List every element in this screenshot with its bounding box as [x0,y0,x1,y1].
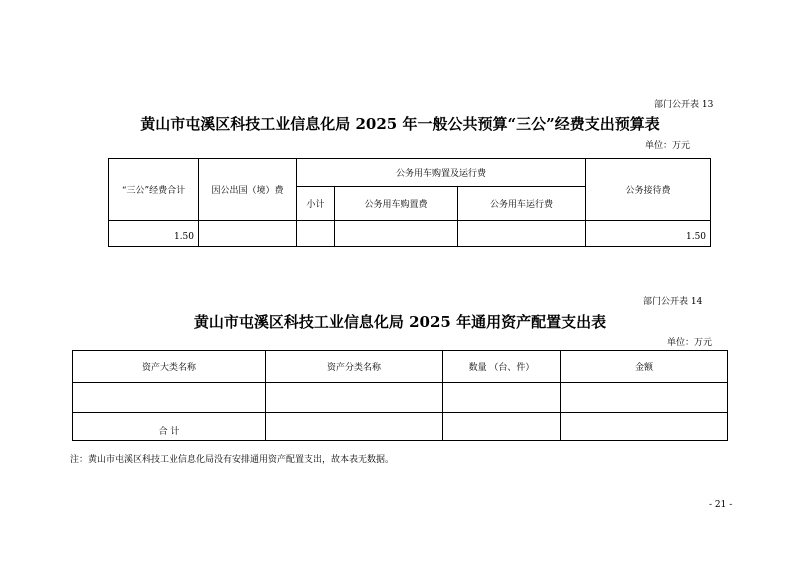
empty-cell [443,383,561,413]
cell-vehicle-operation [458,221,586,247]
empty-cell [73,383,266,413]
empty-cell [266,383,443,413]
th-abroad: 因公出国（境）费 [199,159,297,221]
cell-subtotal [297,221,335,247]
table14 [72,350,728,441]
table14-note: 注：黄山市屯溪区科技工业信息化局没有安排通用资产配置支出，故本表无数据。 [70,455,395,465]
th-vehicle-group: 公务用车购置及运行费 [297,159,586,187]
page-number: - 21 - [709,500,733,510]
table14-title: 黄山市屯溪区科技工业信息化局 2025 年通用资产配置支出表 [193,313,607,331]
table13-unit: 单位：万元 [645,141,691,151]
empty-cell [443,413,561,441]
cell-reception: 1.50 [586,221,711,247]
table13-title: 黄山市屯溪区科技工业信息化局 2025 年一般公共预算“三公”经费支出预算表 [140,115,660,133]
th-amount: 金额 [561,351,728,383]
total-row [73,413,728,441]
cell-vehicle-purchase [335,221,458,247]
table13-label: 部门公开表 13 [654,100,714,110]
th-vehicle-operation: 公务用车运行费 [458,187,586,221]
th-major-class: 资产大类名称 [73,351,266,383]
th-quantity: 数量 （台、件） [443,351,561,383]
table14-label: 部门公开表 14 [643,297,703,307]
cell-abroad [199,221,297,247]
table13 [108,158,711,247]
th-subtotal: 小计 [297,187,335,221]
table-row [73,383,728,413]
th-reception: 公务接待费 [586,159,711,221]
empty-cell [266,413,443,441]
th-vehicle-purchase: 公务用车购置费 [335,187,458,221]
cell-total: 1.50 [109,221,199,247]
th-sub-class: 资产分类名称 [266,351,443,383]
empty-cell [561,383,728,413]
th-total: “三公”经费合计 [109,159,199,221]
total-label: 合 计 [73,413,266,441]
empty-cell [561,413,728,441]
table14-unit: 单位：万元 [667,338,713,348]
